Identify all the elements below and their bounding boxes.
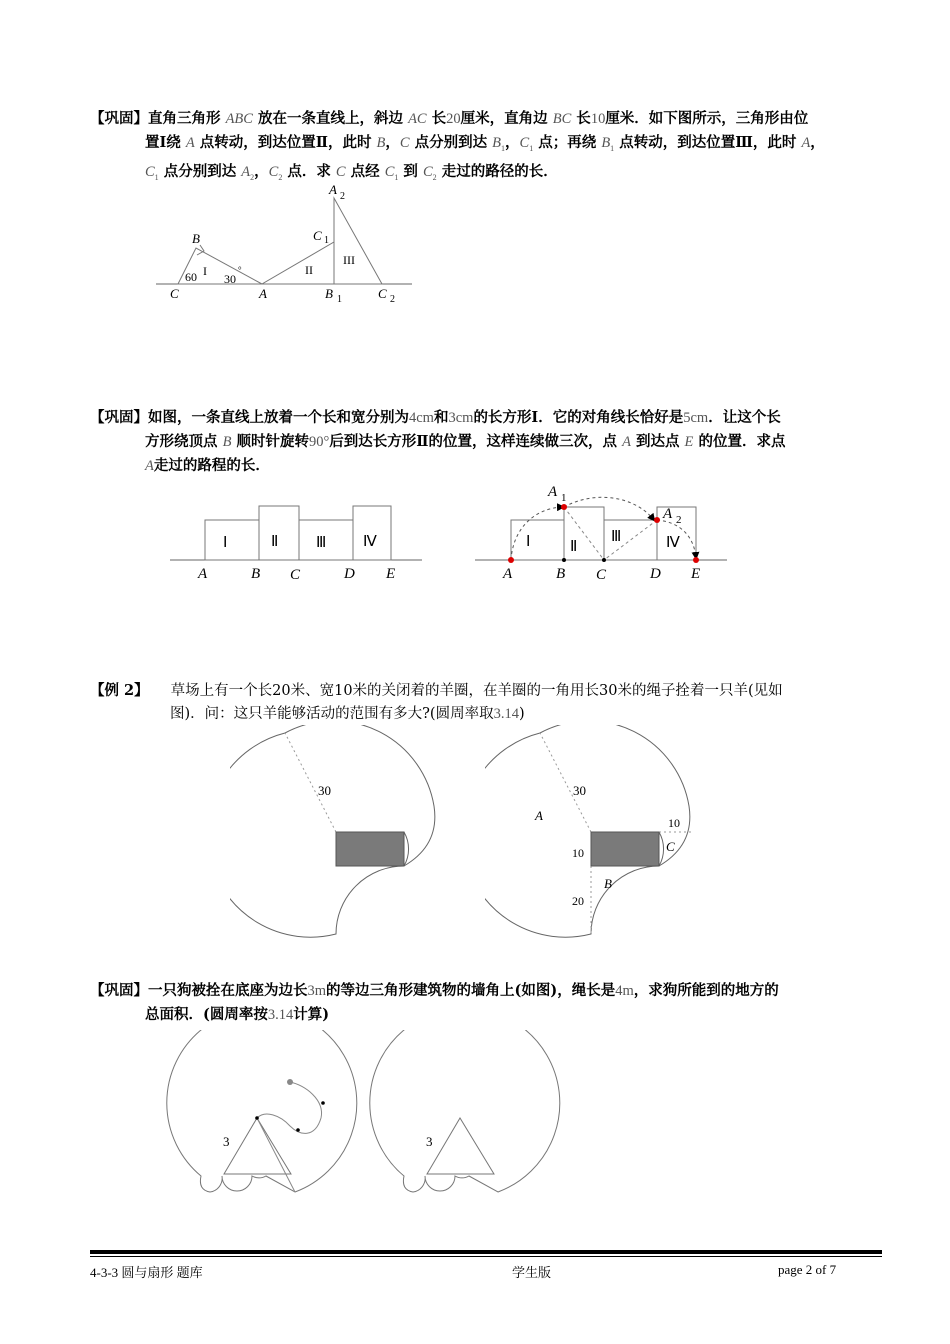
label-C: C <box>596 567 607 583</box>
dog-leash-figure-left <box>165 1030 365 1200</box>
position-I: I <box>203 264 207 278</box>
radius-30-label: 30 <box>573 783 586 798</box>
svg-text:2: 2 <box>676 514 682 526</box>
problem-1 <box>90 107 890 189</box>
rect-II-label: Ⅱ <box>570 539 578 555</box>
problem-3-line-1: 【例 2】 草场上有一个长20米、宽10米的关闭着的羊圈，在羊圈的一角用长30米的绳子拴着一只羊(见如 <box>90 682 783 699</box>
label-A2: A <box>329 182 337 197</box>
rectangle-rotation-figure-left <box>170 500 425 590</box>
svg-text:1: 1 <box>561 492 567 504</box>
footer-rule-thin <box>90 1256 882 1257</box>
problem-3 <box>90 679 890 726</box>
side-3-label: 3 <box>426 1134 433 1149</box>
problem-2-line-3: A走过的路程的长． <box>145 457 270 474</box>
angle-60: 60 <box>185 270 197 284</box>
label-C1: C <box>313 228 322 243</box>
problem-3-line-2: 图)．问：这只羊能够活动的范围有多大?(圆周率取3.14) <box>170 706 525 722</box>
sheep-pen-figure-left <box>230 725 450 945</box>
position-III: III <box>343 253 355 267</box>
label-D: D <box>344 566 355 582</box>
region-C-label: C <box>666 839 675 854</box>
length-20-label: 20 <box>572 894 584 908</box>
problem-1-line-1: 【巩固】直角三角形 ABC 放在一条直线上，斜边 AC 长20厘米，直角边 BC 长10厘米．如下图所示，三角形由位 <box>90 110 809 127</box>
rect-III-label: Ⅲ <box>611 529 622 545</box>
footer-rule-thick <box>90 1250 882 1254</box>
label-A1: A <box>548 484 558 500</box>
position-II: II <box>305 263 313 277</box>
rect-IV-label: Ⅳ <box>363 534 377 550</box>
problem-4-line-1: 【巩固】一只狗被拴在底座为边长3m的等边三角形建筑物的墙角上(如图)，绳长是4m，求狗所能到的地方的 <box>90 982 779 999</box>
label-B: B <box>556 566 566 582</box>
angle-30: 30 <box>224 272 236 286</box>
dog-leash-figure-right <box>368 1030 568 1200</box>
height-10-label: 10 <box>572 846 584 860</box>
problem-4 <box>90 979 890 1027</box>
label-D: D <box>650 566 661 582</box>
width-10-label: 10 <box>668 816 680 830</box>
label-E: E <box>691 566 701 582</box>
rectangle-rotation-figure-right <box>475 478 730 588</box>
svg-text:1: 1 <box>324 235 329 246</box>
rect-III-label: Ⅲ <box>316 535 327 551</box>
rect-I-label: Ⅰ <box>526 534 531 550</box>
label-C2: C <box>378 286 387 301</box>
label-C: C <box>170 286 179 301</box>
degree-sign: ° <box>238 265 242 275</box>
label-A: A <box>259 286 267 301</box>
footer-left: 4-3-3 圆与扇形 题库 <box>90 1265 203 1280</box>
problem-tag: 【例 2】 <box>90 682 149 699</box>
problem-1-line-2: 置Ⅰ绕 A 点转动，到达位置Ⅱ，此时 B，C 点分别到达 $B_1$，$C_1$ 点；再绕 $B_1$ 点转动，到达位置Ⅲ，此时 A， <box>145 134 825 153</box>
label-A2: A <box>663 506 673 522</box>
triangle-rotation-figure <box>150 180 420 310</box>
radius-30-label: 30 <box>318 783 331 798</box>
label-C: C <box>290 567 301 583</box>
side-3-label: 3 <box>223 1134 230 1149</box>
svg-text:1: 1 <box>337 294 342 305</box>
footer-page-number: page 2 of 7 <box>778 1262 837 1277</box>
svg-text:2: 2 <box>390 294 395 305</box>
problem-2-line-1: 【巩固】如图，一条直线上放着一个长和宽分别为4cm和3cm的长方形Ⅰ．它的对角线长恰好是5cm．让这个长 <box>90 409 781 426</box>
label-B1: B <box>325 286 333 301</box>
region-A-label: A <box>535 808 543 823</box>
problem-1-line-3: $C_1$ 点分别到达 $A_2$，$C_2$ 点．求 C 点经 $C_1$ 到 $C_2$ 走过的路径的长． <box>145 162 558 182</box>
rect-IV-label: Ⅳ <box>666 535 680 551</box>
label-A: A <box>503 566 513 582</box>
problem-2-line-2: 方形绕顶点 B 顺时针旋转90°后到达长方形Ⅱ的位置，这样连续做三次，点 A 到达点 E 的位置．求点 <box>145 433 786 450</box>
problem-tag: 【巩固】 <box>90 409 148 426</box>
footer-center: 学生版 <box>512 1265 552 1280</box>
problem-4-line-2: 总面积．(圆周率按3.14计算) <box>145 1006 330 1023</box>
problem-tag: 【巩固】 <box>90 982 148 999</box>
sheep-pen-figure-right <box>485 725 710 945</box>
problem-tag: 【巩固】 <box>90 110 148 127</box>
label-A: A <box>198 566 208 582</box>
rect-I-label: Ⅰ <box>223 535 228 551</box>
label-B: B <box>251 566 261 582</box>
label-B: B <box>192 231 200 246</box>
label-E: E <box>386 566 396 582</box>
rect-II-label: Ⅱ <box>271 534 279 550</box>
problem-2 <box>90 406 890 478</box>
region-B-label: B <box>604 876 612 891</box>
svg-text:2: 2 <box>340 191 345 202</box>
